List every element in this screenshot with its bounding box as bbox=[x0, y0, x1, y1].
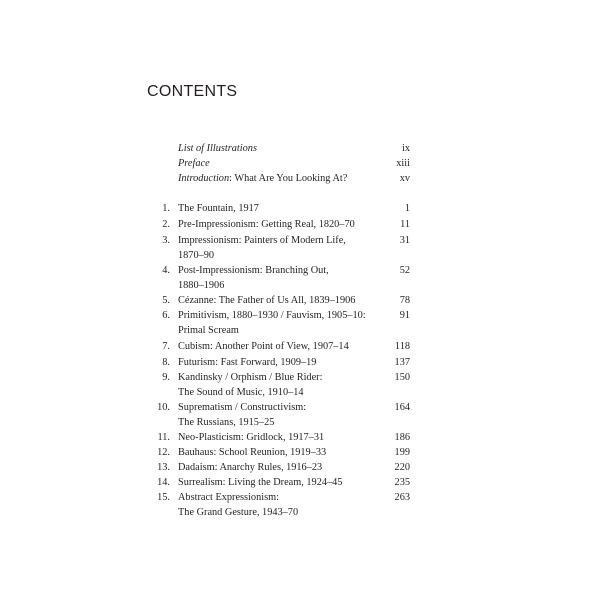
toc-entry-page: 91 bbox=[399, 310, 410, 321]
toc-entry-chapter-6[interactable] bbox=[120, 308, 410, 338]
chapter-number: 10. bbox=[157, 402, 170, 413]
toc-entry-preface[interactable] bbox=[120, 156, 410, 171]
chapter-number: 2. bbox=[162, 219, 170, 230]
title-line: Pre-Impressionism: Getting Real, 1820–70 bbox=[178, 219, 355, 230]
toc-entry-page: 186 bbox=[394, 432, 410, 443]
toc-entry-page: xv bbox=[399, 173, 410, 184]
chapter-number: 12. bbox=[157, 447, 170, 458]
chapter-number: 5. bbox=[162, 295, 170, 306]
title-line: Post-Impressionism: Branching Out, bbox=[178, 265, 329, 276]
title-line: Futurism: Fast Forward, 1909–19 bbox=[178, 357, 317, 368]
chapter-number: 11. bbox=[157, 432, 170, 443]
toc-entry-title bbox=[178, 171, 378, 186]
toc-entry-title bbox=[178, 233, 378, 263]
toc-entry-title bbox=[178, 308, 378, 338]
toc-entry-chapter-8[interactable] bbox=[120, 355, 410, 370]
toc-entry-title bbox=[178, 370, 378, 400]
toc-entry-title bbox=[178, 201, 378, 216]
chapter-number: 14. bbox=[157, 477, 170, 488]
toc-entry-title bbox=[178, 460, 378, 475]
toc-entry-chapter-5[interactable] bbox=[120, 293, 410, 308]
toc-entry-page: 52 bbox=[399, 265, 410, 276]
toc-entry-chapter-1[interactable] bbox=[120, 201, 410, 216]
toc-entry-page: 78 bbox=[399, 295, 410, 306]
chapter-number: 15. bbox=[157, 492, 170, 503]
toc-entry-title bbox=[178, 475, 378, 490]
chapter-number: 1. bbox=[162, 203, 170, 214]
chapter-number: 9. bbox=[162, 372, 170, 383]
toc-entry-page: 199 bbox=[394, 447, 410, 458]
chapter-number: 6. bbox=[162, 310, 170, 321]
toc-entry-page: 118 bbox=[394, 341, 410, 352]
toc-entry-page: 220 bbox=[394, 462, 410, 473]
toc-entry-title bbox=[178, 355, 378, 370]
title-line: Suprematism / Constructivism: bbox=[178, 402, 307, 413]
title-line: Bauhaus: School Reunion, 1919–33 bbox=[178, 447, 327, 458]
title-line: Cézanne: The Father of Us All, 1839–1906 bbox=[178, 295, 356, 306]
title-line: Surrealism: Living the Dream, 1924–45 bbox=[178, 477, 343, 488]
toc-entry-chapter-9[interactable] bbox=[120, 370, 410, 400]
toc-entry-chapter-13[interactable] bbox=[120, 460, 410, 475]
title-line: Primal Scream bbox=[178, 325, 239, 336]
title-line: Dadaism: Anarchy Rules, 1916–23 bbox=[178, 462, 323, 473]
toc-entry-title bbox=[178, 445, 378, 460]
title-line: Primitivism, 1880–1930 / Fauvism, 1905–10: bbox=[178, 310, 366, 321]
toc-entry-introduction[interactable] bbox=[120, 171, 410, 186]
toc-entry-chapter-10[interactable] bbox=[120, 400, 410, 430]
toc-entry-page: 164 bbox=[394, 402, 410, 413]
title-line: Cubism: Another Point of View, 1907–14 bbox=[178, 341, 349, 352]
page-title: CONTENTS bbox=[147, 83, 238, 100]
toc-entry-title bbox=[178, 293, 378, 308]
title-line: Kandinsky / Orphism / Blue Rider: bbox=[178, 372, 323, 383]
chapter-number: 4. bbox=[162, 265, 170, 276]
toc-entry-chapter-7[interactable] bbox=[120, 339, 410, 354]
title-line: 1870–90 bbox=[178, 250, 215, 261]
toc-entry-page: 31 bbox=[399, 235, 410, 246]
chapter-number: 7. bbox=[162, 341, 170, 352]
title-line: The Sound of Music, 1910–14 bbox=[178, 387, 304, 398]
toc-entry-page: 235 bbox=[394, 477, 410, 488]
toc-entry-page: ix bbox=[401, 143, 410, 154]
toc-entry-list-of-illustrations[interactable] bbox=[120, 141, 410, 156]
title-line: The Russians, 1915–25 bbox=[178, 417, 275, 428]
toc-entry-page: 1 bbox=[404, 203, 410, 214]
toc-entry-title bbox=[178, 263, 378, 293]
chapter-number: 13. bbox=[157, 462, 170, 473]
toc-entry-page: 11 bbox=[400, 219, 410, 230]
toc-entry-chapter-2[interactable] bbox=[120, 217, 410, 232]
toc-entry-page: xiii bbox=[396, 158, 410, 169]
toc-entry-chapter-14[interactable] bbox=[120, 475, 410, 490]
toc-entry-title bbox=[178, 490, 378, 520]
title-line: The Grand Gesture, 1943–70 bbox=[178, 507, 299, 518]
title-line: The Fountain, 1917 bbox=[178, 203, 259, 214]
title-line: Impressionism: Painters of Modern Life, bbox=[178, 235, 346, 246]
toc-entry-title bbox=[178, 400, 378, 430]
toc-entry-chapter-3[interactable] bbox=[120, 233, 410, 263]
toc-entry-title: List of Illustrations bbox=[178, 143, 257, 154]
title-line: Abstract Expressionism: bbox=[178, 492, 279, 503]
toc-entry-page: 263 bbox=[394, 492, 410, 503]
toc-entry-chapter-15[interactable] bbox=[120, 490, 410, 520]
chapter-number: 3. bbox=[162, 235, 170, 246]
toc-entry-title-italic: Introduction bbox=[178, 173, 230, 184]
toc-entry-title bbox=[178, 339, 378, 354]
title-line: 1880–1906 bbox=[178, 280, 225, 291]
toc-entry-chapter-11[interactable] bbox=[120, 430, 410, 445]
toc-entry-page: 137 bbox=[394, 357, 410, 368]
toc-entry-chapter-12[interactable] bbox=[120, 445, 410, 460]
toc-entry-chapter-4[interactable] bbox=[120, 263, 410, 293]
toc-entry-title: Preface bbox=[178, 158, 210, 169]
toc-entry-title-rest: : What Are You Looking At? bbox=[229, 173, 348, 184]
title-line: Neo-Plasticism: Gridlock, 1917–31 bbox=[178, 432, 325, 443]
toc-entry-page: 150 bbox=[394, 372, 410, 383]
chapter-number: 8. bbox=[162, 357, 170, 368]
toc-entry-title bbox=[178, 430, 378, 445]
toc-entry-title bbox=[178, 217, 378, 232]
